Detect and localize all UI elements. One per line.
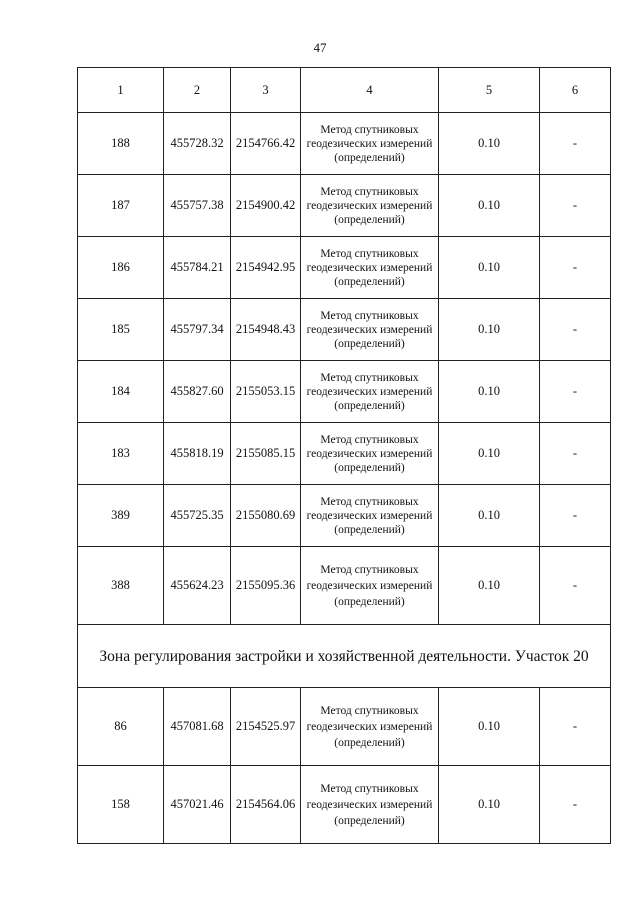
column-header: 3: [231, 68, 301, 113]
method-cell: Метод спутниковых геодезических измерений (определений): [301, 485, 439, 547]
x-coordinate-cell: 455728.32: [164, 113, 231, 175]
column-header: 4: [301, 68, 439, 113]
method-cell: Метод спутниковых геодезических измерений (определений): [301, 299, 439, 361]
note-cell: -: [540, 766, 611, 844]
accuracy-cell: 0.10: [439, 423, 540, 485]
y-coordinate-cell: 2154942.95: [231, 237, 301, 299]
point-number-cell: 186: [78, 237, 164, 299]
y-coordinate-cell: 2154900.42: [231, 175, 301, 237]
column-header: 2: [164, 68, 231, 113]
accuracy-cell: 0.10: [439, 485, 540, 547]
y-coordinate-cell: 2154766.42: [231, 113, 301, 175]
method-cell: Метод спутниковых геодезических измерений (определений): [301, 175, 439, 237]
x-coordinate-cell: 455827.60: [164, 361, 231, 423]
y-coordinate-cell: 2155095.36: [231, 547, 301, 625]
accuracy-cell: 0.10: [439, 688, 540, 766]
x-coordinate-cell: 455784.21: [164, 237, 231, 299]
note-cell: -: [540, 175, 611, 237]
column-header: 6: [540, 68, 611, 113]
y-coordinate-cell: 2154948.43: [231, 299, 301, 361]
table-row: [78, 113, 611, 175]
section-title: Зона регулирования застройки и хозяйственной деятельности. Участок 20: [78, 625, 611, 688]
accuracy-cell: 0.10: [439, 175, 540, 237]
point-number-cell: 183: [78, 423, 164, 485]
point-number-cell: 86: [78, 688, 164, 766]
method-cell: Метод спутниковых геодезических измерений (определений): [301, 766, 439, 844]
coordinates-table: [77, 67, 611, 844]
note-cell: -: [540, 299, 611, 361]
y-coordinate-cell: 2155085.15: [231, 423, 301, 485]
x-coordinate-cell: 455757.38: [164, 175, 231, 237]
y-coordinate-cell: 2154564.06: [231, 766, 301, 844]
y-coordinate-cell: 2154525.97: [231, 688, 301, 766]
accuracy-cell: 0.10: [439, 113, 540, 175]
y-coordinate-cell: 2155053.15: [231, 361, 301, 423]
note-cell: -: [540, 237, 611, 299]
accuracy-cell: 0.10: [439, 766, 540, 844]
y-coordinate-cell: 2155080.69: [231, 485, 301, 547]
note-cell: -: [540, 361, 611, 423]
accuracy-cell: 0.10: [439, 237, 540, 299]
section-row: [78, 625, 611, 688]
method-cell: Метод спутниковых геодезических измерений (определений): [301, 547, 439, 625]
table-row: [78, 485, 611, 547]
method-cell: Метод спутниковых геодезических измерений (определений): [301, 361, 439, 423]
note-cell: -: [540, 688, 611, 766]
accuracy-cell: 0.10: [439, 547, 540, 625]
point-number-cell: 388: [78, 547, 164, 625]
method-cell: Метод спутниковых геодезических измерений (определений): [301, 688, 439, 766]
method-cell: Метод спутниковых геодезических измерений (определений): [301, 113, 439, 175]
column-header: 1: [78, 68, 164, 113]
note-cell: -: [540, 485, 611, 547]
x-coordinate-cell: 455624.23: [164, 547, 231, 625]
page-number: 47: [313, 40, 327, 55]
note-cell: -: [540, 547, 611, 625]
accuracy-cell: 0.10: [439, 361, 540, 423]
point-number-cell: 158: [78, 766, 164, 844]
x-coordinate-cell: 455818.19: [164, 423, 231, 485]
table-row: [78, 547, 611, 625]
accuracy-cell: 0.10: [439, 299, 540, 361]
table-row: [78, 766, 611, 844]
table-row: [78, 361, 611, 423]
table-header-row: [78, 68, 611, 113]
method-cell: Метод спутниковых геодезических измерений (определений): [301, 423, 439, 485]
point-number-cell: 389: [78, 485, 164, 547]
x-coordinate-cell: 455725.35: [164, 485, 231, 547]
point-number-cell: 184: [78, 361, 164, 423]
table-row: [78, 688, 611, 766]
table-row: [78, 237, 611, 299]
point-number-cell: 188: [78, 113, 164, 175]
note-cell: -: [540, 113, 611, 175]
x-coordinate-cell: 457081.68: [164, 688, 231, 766]
point-number-cell: 187: [78, 175, 164, 237]
table-row: [78, 299, 611, 361]
x-coordinate-cell: 455797.34: [164, 299, 231, 361]
point-number-cell: 185: [78, 299, 164, 361]
table-row: [78, 175, 611, 237]
method-cell: Метод спутниковых геодезических измерений (определений): [301, 237, 439, 299]
table-row: [78, 423, 611, 485]
x-coordinate-cell: 457021.46: [164, 766, 231, 844]
note-cell: -: [540, 423, 611, 485]
column-header: 5: [439, 68, 540, 113]
